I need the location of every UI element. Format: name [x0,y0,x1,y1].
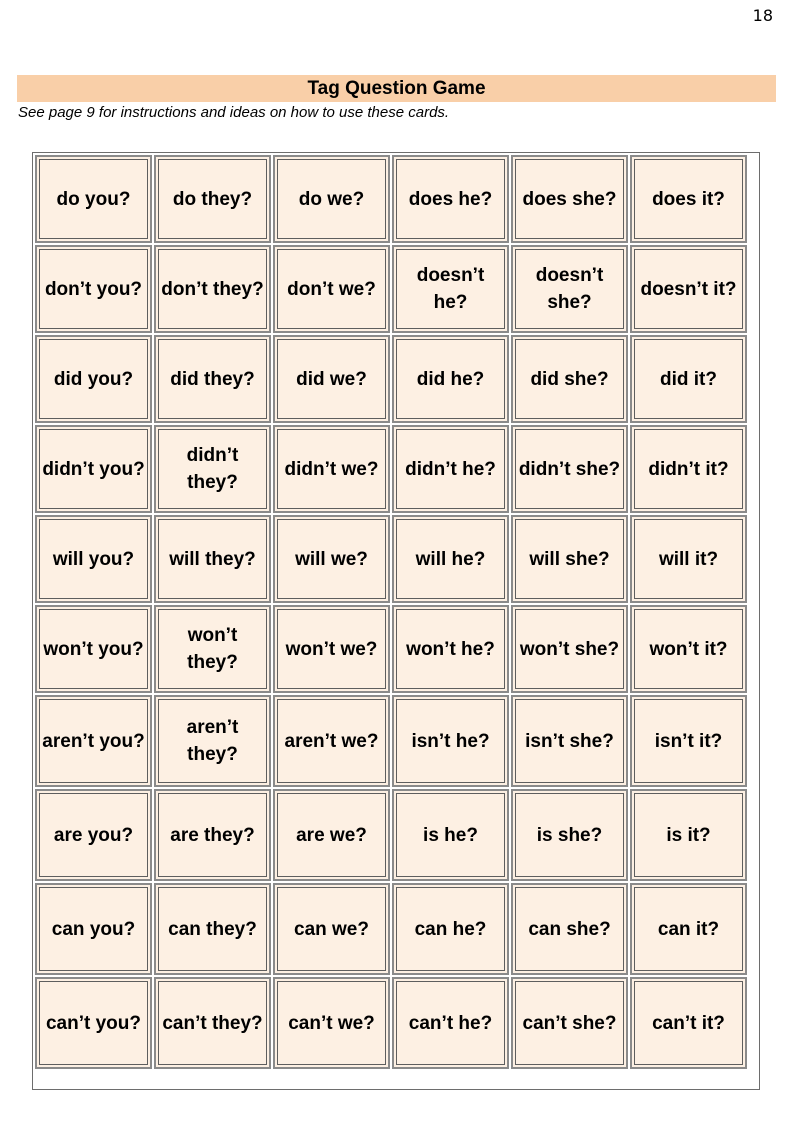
tag-question-card: didn’t it? [630,425,747,513]
tag-question-card: does he? [392,155,509,243]
title-bar [17,75,776,102]
tag-question-card: aren’t you? [35,695,152,787]
card-row [34,882,758,976]
tag-question-card: did they? [154,335,271,423]
tag-question-card: do you? [35,155,152,243]
tag-question-card: isn’t it? [630,695,747,787]
tag-question-card: do they? [154,155,271,243]
tag-question-card: do we? [273,155,390,243]
tag-question-card: is she? [511,789,628,881]
card-row [34,604,758,694]
tag-question-card: won’t you? [35,605,152,693]
tag-question-card: don’t we? [273,245,390,333]
tag-question-card: can you? [35,883,152,975]
tag-question-card: doesn’t it? [630,245,747,333]
tag-question-card: did she? [511,335,628,423]
tag-question-card: doesn’t he? [392,245,509,333]
tag-question-card: aren’t they? [154,695,271,787]
card-row [34,244,758,334]
tag-question-card: can we? [273,883,390,975]
tag-question-card: will we? [273,515,390,603]
card-row [34,424,758,514]
tag-question-card: didn’t you? [35,425,152,513]
tag-question-card: don’t you? [35,245,152,333]
tag-question-card: can’t they? [154,977,271,1069]
tag-question-card: didn’t she? [511,425,628,513]
tag-question-card: won’t she? [511,605,628,693]
card-grid [32,152,760,1090]
tag-question-card: will they? [154,515,271,603]
tag-question-card: can’t you? [35,977,152,1069]
card-row [34,788,758,882]
tag-question-card: can’t he? [392,977,509,1069]
tag-question-card: can they? [154,883,271,975]
card-row [34,334,758,424]
tag-question-card: don’t they? [154,245,271,333]
tag-question-card: can’t we? [273,977,390,1069]
tag-question-card: will you? [35,515,152,603]
tag-question-card: can’t she? [511,977,628,1069]
tag-question-card: will he? [392,515,509,603]
tag-question-card: doesn’t she? [511,245,628,333]
tag-question-card: did it? [630,335,747,423]
tag-question-card: won’t he? [392,605,509,693]
tag-question-card: is he? [392,789,509,881]
tag-question-card: didn’t they? [154,425,271,513]
card-row [34,694,758,788]
tag-question-card: won’t it? [630,605,747,693]
tag-question-card: isn’t she? [511,695,628,787]
tag-question-card: did we? [273,335,390,423]
tag-question-card: did he? [392,335,509,423]
tag-question-card: didn’t he? [392,425,509,513]
tag-question-card: will she? [511,515,628,603]
card-row [34,514,758,604]
tag-question-card: are you? [35,789,152,881]
tag-question-card: can it? [630,883,747,975]
tag-question-card: did you? [35,335,152,423]
page-number: 18 [752,6,773,25]
tag-question-card: can he? [392,883,509,975]
tag-question-card: won’t they? [154,605,271,693]
tag-question-card: does she? [511,155,628,243]
tag-question-card: does it? [630,155,747,243]
tag-question-card: won’t we? [273,605,390,693]
tag-question-card: isn’t he? [392,695,509,787]
tag-question-card: are we? [273,789,390,881]
tag-question-card: is it? [630,789,747,881]
tag-question-card: aren’t we? [273,695,390,787]
tag-question-card: can’t it? [630,977,747,1069]
card-row [34,154,758,244]
page-title: Tag Question Game [307,77,486,99]
tag-question-card: didn’t we? [273,425,390,513]
tag-question-card: will it? [630,515,747,603]
tag-question-card: can she? [511,883,628,975]
card-row [34,976,758,1070]
instructions-note: See page 9 for instructions and ideas on how to use these cards. [18,104,450,121]
tag-question-card: are they? [154,789,271,881]
